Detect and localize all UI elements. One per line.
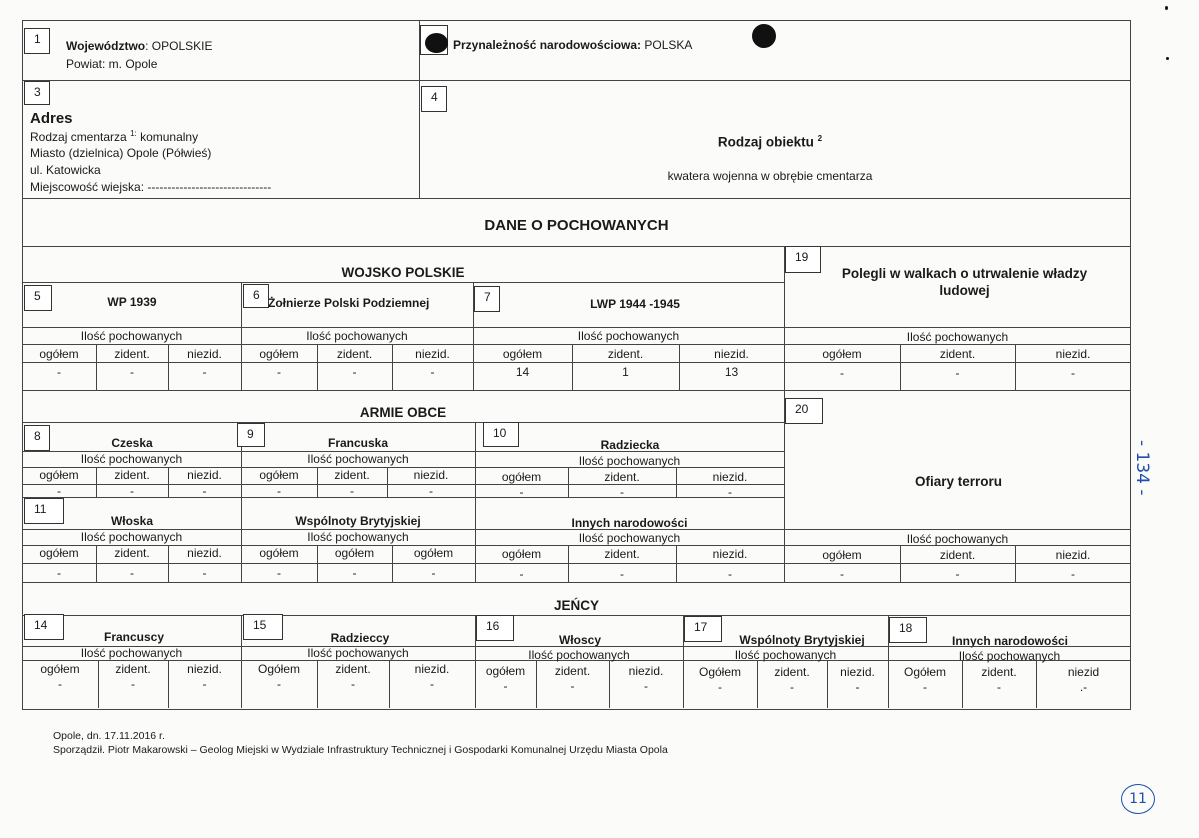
value-cell: - bbox=[57, 566, 61, 580]
value-cell: - bbox=[352, 566, 357, 580]
col-niezid: niezid. bbox=[1055, 548, 1091, 562]
field-number-15: 15 bbox=[243, 614, 283, 640]
value-cell: - bbox=[202, 566, 207, 580]
jency-title: JEŃCY bbox=[553, 598, 599, 613]
col-niezid: niezid. bbox=[1055, 347, 1091, 361]
col-niezid: niezid. bbox=[712, 547, 748, 561]
field-number-1: 1 bbox=[24, 28, 50, 54]
col-niezid: niezid. bbox=[187, 347, 222, 361]
miasto: Miasto (dzielnica) Opole (Półwieś) bbox=[30, 146, 212, 160]
rodzaj-cmentarza-value: komunalny bbox=[136, 130, 199, 144]
value-cell: - bbox=[131, 677, 135, 691]
circled-number: 11 bbox=[1121, 784, 1155, 814]
col-header-ilosc: Ilość pochowanych bbox=[958, 649, 1061, 663]
col-header-ilosc: Ilość pochowanych bbox=[80, 329, 183, 343]
col-zident: zident. bbox=[114, 546, 150, 560]
col-ogolem: ogółem bbox=[259, 546, 299, 560]
value-cell: - bbox=[202, 484, 207, 498]
col-zident: zident. bbox=[336, 347, 373, 361]
col-niezid: niezid. bbox=[714, 347, 749, 361]
col-niezid: niezid. bbox=[187, 546, 222, 560]
dane-title: DANE O POCHOWANYCH bbox=[484, 217, 669, 234]
value-cell: - bbox=[130, 365, 134, 379]
col-ogolem: ogółem bbox=[259, 347, 299, 361]
col-zident: zident. bbox=[939, 548, 976, 562]
value-cell: - bbox=[519, 485, 524, 499]
col-ogolem: ogółem bbox=[485, 664, 526, 678]
divider bbox=[22, 344, 1131, 345]
section-label: Wspólnoty Brytyjskiej bbox=[739, 633, 865, 647]
value-cell: - bbox=[58, 677, 62, 691]
divider bbox=[22, 362, 1131, 363]
section-label: Włoska bbox=[110, 514, 153, 528]
col-ogolem: ogółem bbox=[413, 546, 454, 560]
col-zident: zident. bbox=[981, 665, 1017, 679]
divider bbox=[22, 390, 1131, 391]
miejscowosc: Miejscowość wiejska: ------------------------------- bbox=[30, 180, 272, 194]
value-cell: - bbox=[202, 677, 207, 691]
col-header-ilosc: Ilość pochowanych bbox=[528, 648, 630, 662]
value-cell: - bbox=[130, 484, 134, 498]
field-number-14: 14 bbox=[24, 614, 64, 640]
value-cell: - bbox=[644, 679, 648, 693]
rodzaj-cmentarza-sup: 1: bbox=[130, 129, 137, 138]
col-niezid: niezid bbox=[1067, 665, 1100, 679]
wojewodztwo-label: Województwo bbox=[66, 39, 146, 53]
przynaleznosc bbox=[453, 38, 692, 52]
divider bbox=[22, 198, 1131, 199]
value-cell: - bbox=[351, 677, 355, 691]
value-cell: - bbox=[430, 365, 435, 379]
col-header-ilosc: Ilość pochowanych bbox=[906, 532, 1009, 546]
value-cell: - bbox=[997, 680, 1001, 694]
value-cell: - bbox=[277, 484, 281, 498]
value-cell: - bbox=[431, 566, 436, 580]
divider bbox=[22, 615, 1131, 616]
value-cell: - bbox=[955, 366, 960, 380]
value-cell: - bbox=[620, 485, 624, 499]
divider bbox=[22, 282, 784, 283]
col-niezid: niezid. bbox=[413, 468, 449, 482]
field-number-3: 3 bbox=[24, 81, 50, 105]
value-cell: - bbox=[350, 484, 354, 498]
value-cell: - bbox=[718, 680, 722, 694]
przynaleznosc-label: Przynależność narodowościowa: bbox=[453, 38, 642, 52]
value-cell: - bbox=[840, 567, 844, 581]
value-cell: - bbox=[728, 567, 732, 581]
value-cell: - bbox=[728, 485, 732, 499]
divider bbox=[22, 246, 1131, 247]
value-cell: - bbox=[570, 679, 575, 693]
value-cell: - bbox=[840, 366, 844, 380]
col-header-ilosc: Ilość pochowanych bbox=[906, 330, 1009, 344]
col-header-ilosc: Ilość pochowanych bbox=[578, 531, 681, 545]
col-ogolem: ogółem bbox=[39, 347, 79, 361]
address-title: Adres bbox=[30, 110, 73, 127]
object-title-text: Rodzaj obiektu bbox=[717, 134, 814, 150]
section-label: Żołnierze Polski Podziemnej bbox=[268, 296, 430, 310]
wojewodztwo-value: : OPOLSKIE bbox=[145, 39, 213, 53]
col-zident: zident. bbox=[604, 470, 640, 484]
field-number-18: 18 bbox=[889, 617, 927, 643]
value-cell: - bbox=[1071, 567, 1075, 581]
col-header-ilosc: Ilość pochowanych bbox=[577, 329, 680, 343]
footer-author: Sporządził. Piotr Makarowski – Geolog Miejski w Wydziale Infrastruktury Technicznej i Gospodarki Komunalnej Urzędu Miasta Opola bbox=[53, 744, 668, 756]
col-niezid: niezid. bbox=[187, 468, 222, 482]
field-number-7: 7 bbox=[474, 286, 500, 312]
col-ogolem: Ogółem bbox=[903, 665, 947, 679]
col-niezid: niezid. bbox=[712, 470, 748, 484]
ink-blot bbox=[752, 24, 776, 48]
section-label: Francuska bbox=[327, 436, 389, 450]
col-ogolem: ogółem bbox=[822, 548, 862, 562]
col-ogolem: ogółem bbox=[822, 347, 862, 361]
col-header-ilosc: Ilość pochowanych bbox=[80, 452, 183, 466]
col-zident: zident. bbox=[554, 664, 591, 678]
value-cell: - bbox=[277, 677, 281, 691]
col-header-ilosc: Ilość pochowanych bbox=[80, 530, 183, 544]
field-number-9: 9 bbox=[237, 423, 265, 447]
value-cell: - bbox=[855, 680, 860, 694]
section-label: Polegli w walkach o utrwalenie władzy bbox=[841, 266, 1088, 281]
armie-title: ARMIE OBCE bbox=[359, 405, 447, 420]
col-header-ilosc: Ilość pochowanych bbox=[306, 329, 408, 343]
rodzaj-cmentarza bbox=[30, 129, 198, 144]
value-cell: - bbox=[1071, 366, 1075, 380]
value-cell: - bbox=[429, 484, 433, 498]
wojewodztwo bbox=[66, 39, 212, 53]
col-zident: zident. bbox=[607, 347, 644, 361]
ulica: ul. Katowicka bbox=[30, 163, 101, 177]
section-label: Włoscy bbox=[558, 633, 601, 647]
col-zident: zident. bbox=[114, 468, 150, 482]
value-cell: 13 bbox=[724, 365, 739, 379]
field-number-5: 5 bbox=[24, 285, 52, 311]
section-label: Wspólnoty Brytyjskiej bbox=[295, 514, 421, 528]
col-zident: zident. bbox=[115, 662, 151, 676]
col-zident: zident. bbox=[114, 347, 150, 361]
col-header-ilosc: Ilość pochowanych bbox=[578, 454, 681, 468]
col-ogolem: ogółem bbox=[502, 347, 543, 361]
col-header-ilosc: Ilość pochowanych bbox=[307, 646, 409, 660]
value-cell: - bbox=[130, 566, 134, 580]
col-ogolem: Ogółem bbox=[698, 665, 742, 679]
value-cell: - bbox=[430, 677, 434, 691]
field-number-20: 20 bbox=[785, 398, 823, 424]
col-zident: zident. bbox=[334, 468, 370, 482]
section-label: Ofiary terroru bbox=[914, 474, 1003, 489]
col-ogolem: Ogółem bbox=[257, 662, 301, 676]
col-ogolem: ogółem bbox=[40, 662, 80, 676]
speck bbox=[1165, 6, 1168, 10]
field-number-19: 19 bbox=[785, 246, 821, 273]
field-number-4: 4 bbox=[421, 86, 447, 112]
divider bbox=[22, 327, 1131, 328]
object-value: kwatera wojenna w obrębie cmentarza bbox=[667, 169, 873, 183]
col-zident: zident. bbox=[774, 665, 810, 679]
value-cell: - bbox=[790, 680, 794, 694]
col-niezid: niezid. bbox=[415, 347, 450, 361]
section-label: Innych narodowości bbox=[571, 516, 688, 530]
col-niezid: niezid. bbox=[628, 664, 664, 678]
rodzaj-cmentarza-prefix: Rodzaj cmentarza bbox=[30, 130, 127, 144]
section-label: Francuscy bbox=[103, 630, 165, 644]
handwritten-page-number: - 134 - bbox=[1132, 440, 1152, 496]
field-number-10: 10 bbox=[483, 422, 519, 447]
section-label: Czeska bbox=[111, 436, 153, 450]
col-header-ilosc: Ilość pochowanych bbox=[80, 646, 183, 660]
col-ogolem: ogółem bbox=[39, 468, 79, 482]
col-ogolem: ogółem bbox=[501, 547, 542, 561]
field-number-8: 8 bbox=[24, 425, 50, 451]
col-zident: zident. bbox=[939, 347, 976, 361]
section-label: Radziecka bbox=[600, 438, 660, 452]
field-number-17: 17 bbox=[684, 616, 722, 642]
col-header-ilosc: Ilość pochowanych bbox=[734, 648, 837, 662]
field-number-11: 11 bbox=[24, 498, 64, 524]
value-cell: 1 bbox=[622, 365, 629, 379]
ink-blot bbox=[425, 33, 448, 53]
col-header-ilosc: Ilość pochowanych bbox=[307, 452, 409, 466]
value-cell: .- bbox=[1079, 680, 1088, 694]
field-number-6: 6 bbox=[243, 284, 269, 308]
divider bbox=[22, 80, 1131, 81]
value-cell: - bbox=[923, 680, 927, 694]
section-label: ludowej bbox=[939, 283, 990, 298]
col-niezid: niezid. bbox=[414, 662, 450, 676]
value-cell: 14 bbox=[515, 365, 530, 379]
section-label: WP 1939 bbox=[107, 295, 157, 309]
col-ogolem: ogółem bbox=[259, 468, 299, 482]
value-cell: - bbox=[519, 567, 524, 581]
col-ogolem: ogółem bbox=[334, 546, 375, 560]
col-ogolem: ogółem bbox=[39, 546, 79, 560]
divider bbox=[22, 582, 1131, 583]
divider bbox=[22, 563, 1131, 564]
section-label: Radzieccy bbox=[330, 631, 390, 645]
object-title-sup: 2 bbox=[817, 134, 823, 143]
value-cell: - bbox=[503, 679, 508, 693]
divider bbox=[22, 422, 785, 423]
section-label: Innych narodowości bbox=[951, 634, 1068, 648]
section-label: LWP 1944 -1945 bbox=[590, 297, 680, 311]
value-cell: - bbox=[277, 365, 281, 379]
value-cell: - bbox=[57, 365, 61, 379]
przynaleznosc-value: POLSKA bbox=[641, 38, 693, 52]
col-niezid: niezid. bbox=[187, 662, 222, 676]
value-cell: - bbox=[202, 365, 207, 379]
value-cell: - bbox=[955, 567, 960, 581]
col-ogolem: ogółem bbox=[501, 470, 542, 484]
value-cell: - bbox=[277, 566, 281, 580]
field-number-16: 16 bbox=[476, 615, 514, 641]
object-title bbox=[620, 134, 920, 150]
value-cell: - bbox=[352, 365, 357, 379]
col-zident: zident. bbox=[335, 662, 371, 676]
speck bbox=[1166, 57, 1169, 60]
value-cell: - bbox=[57, 484, 61, 498]
col-niezid: niezid. bbox=[840, 665, 875, 679]
value-cell: - bbox=[620, 567, 624, 581]
col-header-ilosc: Ilość pochowanych bbox=[307, 530, 409, 544]
footer-date: Opole, dn. 17.11.2016 r. bbox=[53, 730, 165, 742]
wojsko-title: WOJSKO POLSKIE bbox=[341, 265, 465, 280]
powiat: Powiat: m. Opole bbox=[66, 57, 158, 71]
col-zident: zident. bbox=[604, 547, 640, 561]
